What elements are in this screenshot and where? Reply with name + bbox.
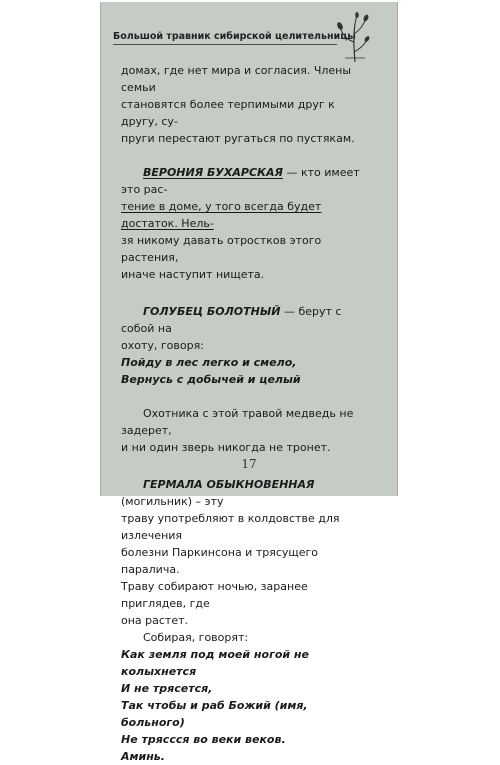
paragraph: Собирая, говорят: Как земля под моей ногой не колыхнется И не трясется, Так чтобы и раб Божий (имя, больного) Не тряссся во веки веков. Аминь. [121,631,309,763]
verse-line: И не трясется, [121,682,213,695]
verse-line: Вернусь с добычей и целый [121,373,301,386]
paragraph: ВЕРОНИЯ БУХАРСКАЯ — кто имеет это рас- тение в доме, у того всегда будет достаток. Нель- зя никому давать отростков этого растения, иначе наступит нищета. [121,166,360,281]
page-number: 17 [241,457,257,471]
verse-line: Не тряссся во веки веков. [121,733,286,746]
page-body [121,62,363,765]
paragraph: Охотника с этой травой медведь не задерет, и ни один зверь никогда не тронет. [121,407,354,454]
herb-name: ГЕРМАЛА ОБЫКНОВЕННАЯ [143,478,315,491]
header-rule [113,44,337,45]
herb-name: ГОЛУБЕЦ БОЛОТНЫЙ [143,305,281,318]
running-head: Большой травник сибирской целительницы [113,31,356,42]
verse-line: Пойду в лес легко и смело, [121,356,297,369]
book-page [100,2,398,763]
plant-sprig-icon [333,12,373,64]
paragraph: ГЕРМАЛА ОБЫКНОВЕННАЯ (могильник) – эту траву употребляют в колдовстве для излечения болезни Паркинсона и трясущего паралича. Траву собирают ночью, заранее приглядев, где она растет. [121,478,340,627]
herb-name: ВЕРОНИЯ БУХАРСКАЯ [143,166,283,179]
paragraph: домах, где нет мира и согласия. Члены семьи становятся более терпимыми друг к другу, су- пруги перестают ругаться по пустякам. [121,64,355,145]
verse-line: Как земля под моей ногой не колыхнется [121,648,309,678]
verse-line: Аминь. [121,750,165,763]
verse-line: Так чтобы и раб Божий (имя, больного) [121,699,308,729]
paragraph: ГОЛУБЕЦ БОЛОТНЫЙ — берут с собой на охоту, говоря: Пойду в лес легко и смело, Вернусь с добычей и целый [121,305,342,386]
